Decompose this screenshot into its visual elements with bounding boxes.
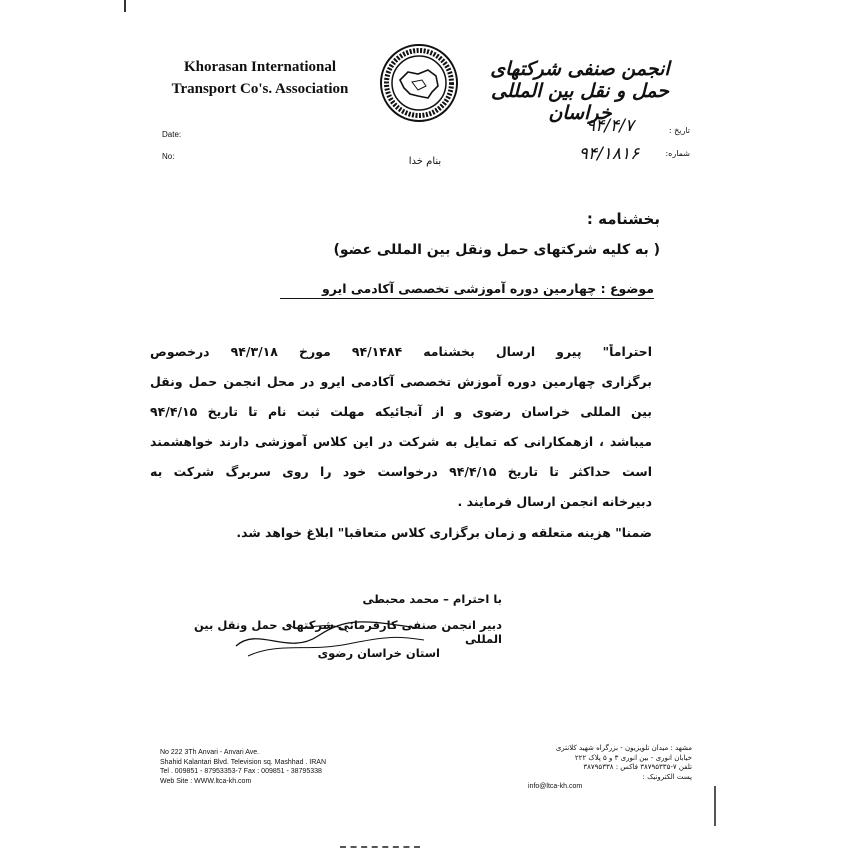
number-value: ۹۴/۱۸۱۶ <box>578 144 640 164</box>
body-line: میباشد ، ازهمکارانی که تمایل به شرکت در این کلاس آموزشی دارند خواهشمند <box>150 434 652 449</box>
recipient-line: ( به کلیه شرکتهای حمل ونقل بین المللی عضو) <box>333 242 660 258</box>
body-line: برگزاری چهارمین دوره آموزش تخصصی آکادمی ایرو در محل انجمن حمل ونقل <box>150 374 652 389</box>
signature-province: استان خراسان رضوی <box>317 646 440 660</box>
footer-line: مشهد : میدان تلویزیون - بزرگراه شهید کلانتری <box>555 744 692 752</box>
subject-line: موضوع : چهارمین دوره آموزشی تخصصی آکادمی ایرو <box>280 281 654 299</box>
scan-edge-mark <box>714 786 716 826</box>
organization-name-english: Khorasan International Transport Co's. Association <box>171 59 349 97</box>
association-seal-logo <box>378 42 460 124</box>
body-line: دبیرخانه انجمن ارسال فرمایند . <box>457 494 652 509</box>
footer-email: info@ltca-kh.com <box>528 783 583 790</box>
body-line: احتراماً" پیرو ارسال بخشنامه ۹۴/۱۴۸۴ مورخ ۹۴/۳/۱۸ درخصوص <box>150 344 652 359</box>
footer-line: No 222 3Th Anvari - Anvari Ave. <box>160 749 260 756</box>
organization-name-persian: انجمن صنفی شرکتهای حمل و نقل بین المللی خراسان <box>490 58 670 124</box>
bismillah-heading: بنام خدا <box>408 156 442 167</box>
footer-address-persian <box>500 744 692 782</box>
footer-line: Tel . 009851 - 87953353-7 Fax : 009851 - 38795338 <box>160 768 322 775</box>
number-label: No: <box>162 152 175 161</box>
note-line: ضمنا" هزینه متعلقه و زمان برگزاری کلاس متعاقبا" ابلاغ خواهد شد. <box>236 525 652 540</box>
footer-line: پست الکترونیک : <box>642 772 692 781</box>
signature-regards: با احترام – محمد محبطی <box>362 592 502 606</box>
body-line: بین المللی خراسان رضوی و از آنجائیکه مهلت ثبت نام تا تاریخ ۹۴/۴/۱۵ <box>150 404 652 419</box>
scan-edge-mark <box>124 0 150 12</box>
circular-title: بخشنامه : <box>586 210 660 228</box>
footer-line: Web Site : WWW.ltca-kh.com <box>160 777 252 785</box>
signature-position: دبیر انجمن صنفی کارفرمائی شرکتهای حمل ونقل بین المللی <box>193 618 502 646</box>
footer-line: خیابان انوری - بین انوری ۳ و ۵ پلاک ۲۲۲ <box>574 753 692 762</box>
date-label: Date: <box>162 130 182 139</box>
footer-address-english <box>160 748 400 786</box>
body-line: است حداکثر تا تاریخ ۹۴/۴/۱۵ درخواست خود را روی سربرگ شرکت به <box>150 464 652 479</box>
scan-edge-mark <box>340 846 420 848</box>
footer-line: تلفن ۷-۳۸۷۹۵۳۳۵ فاکس : ۳۸۷۹۵۳۳۸ <box>583 763 692 771</box>
date-value: ۹۴/۴/۷ <box>586 116 634 136</box>
number-label-persian: شماره: <box>665 149 690 158</box>
date-label-persian: تاریخ : <box>668 126 690 135</box>
footer-line: Shahid Kalantari Blvd. Television sq. Mashhad . IRAN <box>160 758 327 766</box>
